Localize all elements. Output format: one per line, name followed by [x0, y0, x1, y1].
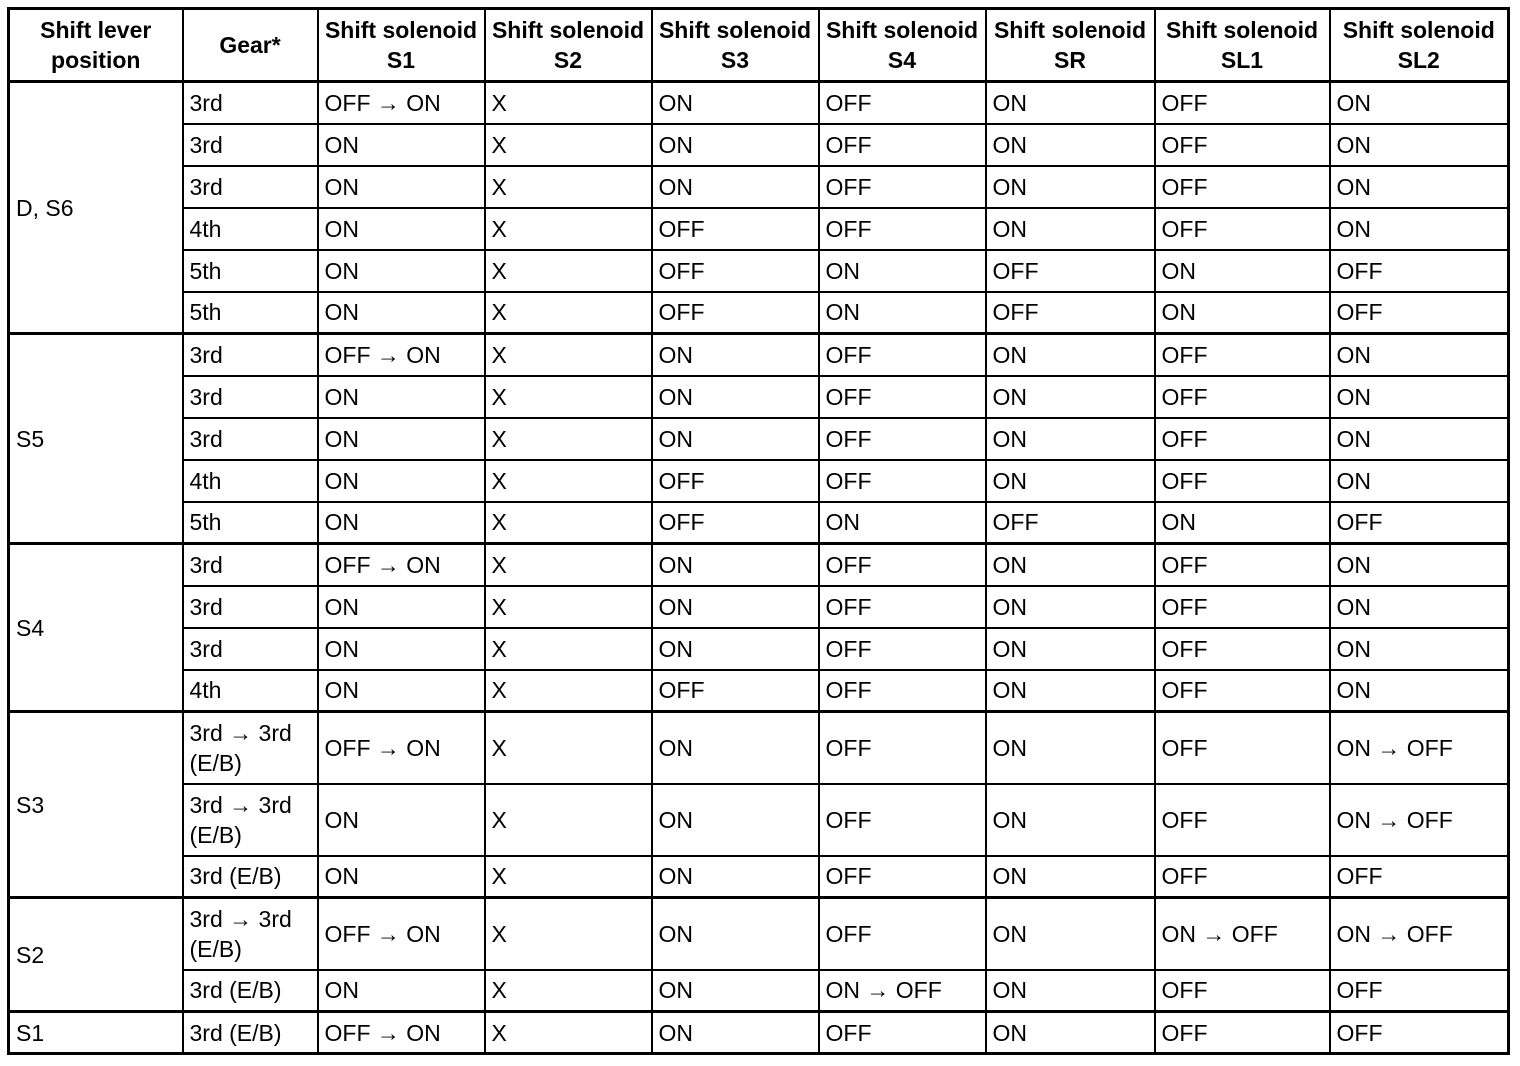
solenoid-sr-cell: ON	[986, 460, 1155, 502]
solenoid-sl1-cell: ON	[1155, 502, 1330, 544]
solenoid-sl2-cell: OFF	[1330, 970, 1509, 1012]
solenoid-s2-cell: X	[485, 292, 652, 334]
gear-cell: 5th	[183, 292, 318, 334]
header-solenoid-sl1: Shift solenoid SL1	[1155, 9, 1330, 82]
solenoid-sr-cell: OFF	[986, 502, 1155, 544]
solenoid-s4-cell: ON	[819, 250, 986, 292]
gear-cell: 3rd	[183, 124, 318, 166]
solenoid-sr-cell: ON	[986, 544, 1155, 586]
solenoid-s3-cell: OFF	[652, 292, 819, 334]
solenoid-sr-cell: ON	[986, 166, 1155, 208]
solenoid-s3-cell: ON	[652, 166, 819, 208]
solenoid-s1-cell: ON	[318, 166, 485, 208]
gear-cell: 3rd	[183, 334, 318, 376]
gear-cell: 3rd → 3rd (E/B)	[183, 784, 318, 856]
solenoid-s4-cell: OFF	[819, 166, 986, 208]
solenoid-sl2-cell: ON	[1330, 460, 1509, 502]
solenoid-sl2-cell: ON	[1330, 376, 1509, 418]
solenoid-sl1-cell: OFF	[1155, 970, 1330, 1012]
solenoid-s2-cell: X	[485, 898, 652, 970]
gear-cell: 3rd (E/B)	[183, 1012, 318, 1054]
table-row	[9, 124, 1509, 166]
gear-cell: 5th	[183, 250, 318, 292]
shift-lever-position-cell: S2	[9, 898, 183, 1012]
gear-cell: 3rd → 3rd (E/B)	[183, 898, 318, 970]
solenoid-s2-cell: X	[485, 712, 652, 784]
solenoid-sr-cell: ON	[986, 208, 1155, 250]
solenoid-sr-cell: ON	[986, 712, 1155, 784]
solenoid-sl1-cell: ON	[1155, 292, 1330, 334]
solenoid-s1-cell: OFF → ON	[318, 712, 485, 784]
solenoid-s2-cell: X	[485, 784, 652, 856]
solenoid-s1-cell: ON	[318, 856, 485, 898]
solenoid-sl1-cell: OFF	[1155, 856, 1330, 898]
solenoid-sr-cell: ON	[986, 1012, 1155, 1054]
solenoid-s2-cell: X	[485, 544, 652, 586]
solenoid-s3-cell: ON	[652, 544, 819, 586]
solenoid-s1-cell: ON	[318, 208, 485, 250]
solenoid-s2-cell: X	[485, 124, 652, 166]
solenoid-sl1-cell: ON → OFF	[1155, 898, 1330, 970]
gear-cell: 3rd	[183, 376, 318, 418]
solenoid-sr-cell: ON	[986, 376, 1155, 418]
table-row	[9, 250, 1509, 292]
solenoid-sl2-cell: ON	[1330, 418, 1509, 460]
header-gear: Gear*	[183, 9, 318, 82]
shift-lever-position-cell: S4	[9, 544, 183, 712]
shift-lever-position-cell: S5	[9, 334, 183, 544]
solenoid-s3-cell: ON	[652, 82, 819, 124]
solenoid-s1-cell: OFF → ON	[318, 82, 485, 124]
solenoid-sr-cell: ON	[986, 418, 1155, 460]
solenoid-sr-cell: ON	[986, 82, 1155, 124]
table-row	[9, 460, 1509, 502]
solenoid-sl1-cell: OFF	[1155, 784, 1330, 856]
solenoid-operation-table-container	[7, 7, 1507, 1055]
solenoid-s1-cell: ON	[318, 124, 485, 166]
shift-lever-position-cell: S3	[9, 712, 183, 898]
table-row	[9, 1012, 1509, 1054]
solenoid-s3-cell: ON	[652, 628, 819, 670]
solenoid-s2-cell: X	[485, 418, 652, 460]
solenoid-sl2-cell: OFF	[1330, 292, 1509, 334]
solenoid-s4-cell: OFF	[819, 376, 986, 418]
solenoid-s2-cell: X	[485, 376, 652, 418]
solenoid-sl2-cell: ON	[1330, 82, 1509, 124]
solenoid-sl1-cell: OFF	[1155, 544, 1330, 586]
solenoid-sl1-cell: OFF	[1155, 376, 1330, 418]
solenoid-s4-cell: OFF	[819, 418, 986, 460]
solenoid-s1-cell: ON	[318, 250, 485, 292]
group-s1	[9, 1012, 1509, 1054]
solenoid-sl1-cell: OFF	[1155, 208, 1330, 250]
solenoid-sr-cell: OFF	[986, 250, 1155, 292]
header-solenoid-s1: Shift solenoid S1	[318, 9, 485, 82]
table-row	[9, 784, 1509, 856]
shift-lever-position-cell: S1	[9, 1012, 183, 1054]
table-row	[9, 544, 1509, 586]
solenoid-sl1-cell: OFF	[1155, 82, 1330, 124]
solenoid-s3-cell: ON	[652, 784, 819, 856]
solenoid-sr-cell: ON	[986, 670, 1155, 712]
solenoid-sl2-cell: ON	[1330, 334, 1509, 376]
solenoid-s2-cell: X	[485, 586, 652, 628]
solenoid-sl1-cell: OFF	[1155, 1012, 1330, 1054]
solenoid-sr-cell: ON	[986, 334, 1155, 376]
gear-cell: 3rd (E/B)	[183, 970, 318, 1012]
solenoid-sl2-cell: ON	[1330, 544, 1509, 586]
header-solenoid-sr: Shift solenoid SR	[986, 9, 1155, 82]
group-s4	[9, 544, 1509, 712]
solenoid-s4-cell: OFF	[819, 784, 986, 856]
table-row	[9, 670, 1509, 712]
solenoid-s2-cell: X	[485, 250, 652, 292]
solenoid-s1-cell: ON	[318, 376, 485, 418]
solenoid-s1-cell: ON	[318, 628, 485, 670]
gear-cell: 4th	[183, 460, 318, 502]
table-row	[9, 898, 1509, 970]
table-row	[9, 502, 1509, 544]
solenoid-s3-cell: ON	[652, 856, 819, 898]
solenoid-s1-cell: ON	[318, 502, 485, 544]
solenoid-s4-cell: OFF	[819, 460, 986, 502]
gear-cell: 3rd → 3rd (E/B)	[183, 712, 318, 784]
solenoid-sl2-cell: ON	[1330, 124, 1509, 166]
solenoid-s2-cell: X	[485, 970, 652, 1012]
group-s3	[9, 712, 1509, 898]
solenoid-s4-cell: OFF	[819, 1012, 986, 1054]
solenoid-sl2-cell: OFF	[1330, 856, 1509, 898]
solenoid-sr-cell: ON	[986, 784, 1155, 856]
solenoid-sl2-cell: OFF	[1330, 502, 1509, 544]
solenoid-s2-cell: X	[485, 1012, 652, 1054]
solenoid-sl1-cell: OFF	[1155, 418, 1330, 460]
solenoid-s4-cell: OFF	[819, 712, 986, 784]
solenoid-s3-cell: OFF	[652, 208, 819, 250]
solenoid-s4-cell: ON → OFF	[819, 970, 986, 1012]
header-solenoid-s3: Shift solenoid S3	[652, 9, 819, 82]
solenoid-s1-cell: ON	[318, 670, 485, 712]
solenoid-s4-cell: OFF	[819, 544, 986, 586]
solenoid-s4-cell: OFF	[819, 586, 986, 628]
solenoid-s1-cell: OFF → ON	[318, 334, 485, 376]
gear-cell: 3rd	[183, 586, 318, 628]
table-row	[9, 376, 1509, 418]
gear-cell: 4th	[183, 208, 318, 250]
solenoid-s1-cell: ON	[318, 418, 485, 460]
solenoid-s1-cell: OFF → ON	[318, 898, 485, 970]
gear-cell: 3rd	[183, 628, 318, 670]
solenoid-sl2-cell: OFF	[1330, 1012, 1509, 1054]
gear-cell: 3rd	[183, 82, 318, 124]
solenoid-s2-cell: X	[485, 628, 652, 670]
solenoid-sl2-cell: ON	[1330, 586, 1509, 628]
header-solenoid-s4: Shift solenoid S4	[819, 9, 986, 82]
shift-lever-position-cell: D, S6	[9, 82, 183, 334]
solenoid-s4-cell: OFF	[819, 856, 986, 898]
solenoid-sl1-cell: OFF	[1155, 334, 1330, 376]
solenoid-sr-cell: ON	[986, 586, 1155, 628]
solenoid-sr-cell: ON	[986, 898, 1155, 970]
solenoid-sl2-cell: OFF	[1330, 250, 1509, 292]
solenoid-s4-cell: OFF	[819, 208, 986, 250]
solenoid-s3-cell: ON	[652, 124, 819, 166]
table-row	[9, 166, 1509, 208]
table-row	[9, 292, 1509, 334]
solenoid-s4-cell: OFF	[819, 82, 986, 124]
solenoid-sl1-cell: OFF	[1155, 166, 1330, 208]
table-row	[9, 628, 1509, 670]
solenoid-s1-cell: ON	[318, 784, 485, 856]
solenoid-s3-cell: ON	[652, 712, 819, 784]
solenoid-sr-cell: ON	[986, 970, 1155, 1012]
solenoid-s2-cell: X	[485, 856, 652, 898]
solenoid-s1-cell: ON	[318, 292, 485, 334]
solenoid-s3-cell: ON	[652, 1012, 819, 1054]
solenoid-s1-cell: OFF → ON	[318, 544, 485, 586]
solenoid-s4-cell: OFF	[819, 670, 986, 712]
table-row	[9, 334, 1509, 376]
solenoid-s4-cell: OFF	[819, 898, 986, 970]
solenoid-sl1-cell: OFF	[1155, 460, 1330, 502]
solenoid-s2-cell: X	[485, 208, 652, 250]
table-row	[9, 970, 1509, 1012]
solenoid-s4-cell: OFF	[819, 124, 986, 166]
table-row	[9, 82, 1509, 124]
solenoid-s1-cell: OFF → ON	[318, 1012, 485, 1054]
solenoid-s3-cell: OFF	[652, 670, 819, 712]
solenoid-s2-cell: X	[485, 670, 652, 712]
solenoid-s3-cell: ON	[652, 376, 819, 418]
solenoid-sl1-cell: OFF	[1155, 124, 1330, 166]
solenoid-sl2-cell: ON	[1330, 670, 1509, 712]
solenoid-s4-cell: ON	[819, 292, 986, 334]
header-solenoid-s2: Shift solenoid S2	[485, 9, 652, 82]
solenoid-sr-cell: ON	[986, 628, 1155, 670]
solenoid-s3-cell: OFF	[652, 460, 819, 502]
solenoid-sr-cell: ON	[986, 124, 1155, 166]
solenoid-s3-cell: ON	[652, 970, 819, 1012]
solenoid-sl2-cell: ON → OFF	[1330, 712, 1509, 784]
table-row	[9, 586, 1509, 628]
solenoid-sr-cell: OFF	[986, 292, 1155, 334]
solenoid-s3-cell: OFF	[652, 250, 819, 292]
solenoid-s2-cell: X	[485, 82, 652, 124]
group-s5	[9, 334, 1509, 544]
solenoid-sl1-cell: OFF	[1155, 712, 1330, 784]
solenoid-s1-cell: ON	[318, 586, 485, 628]
solenoid-s1-cell: ON	[318, 460, 485, 502]
table-row	[9, 208, 1509, 250]
gear-cell: 4th	[183, 670, 318, 712]
solenoid-sl1-cell: OFF	[1155, 586, 1330, 628]
solenoid-s3-cell: ON	[652, 334, 819, 376]
group-s2	[9, 898, 1509, 1012]
solenoid-sl2-cell: ON → OFF	[1330, 898, 1509, 970]
solenoid-sl1-cell: OFF	[1155, 628, 1330, 670]
solenoid-s3-cell: ON	[652, 898, 819, 970]
solenoid-s2-cell: X	[485, 502, 652, 544]
solenoid-sl1-cell: OFF	[1155, 670, 1330, 712]
solenoid-sr-cell: ON	[986, 856, 1155, 898]
gear-cell: 3rd	[183, 418, 318, 460]
solenoid-s2-cell: X	[485, 334, 652, 376]
header-shift-lever-position: Shift lever position	[9, 9, 183, 82]
solenoid-sl1-cell: ON	[1155, 250, 1330, 292]
gear-cell: 3rd (E/B)	[183, 856, 318, 898]
solenoid-s4-cell: OFF	[819, 334, 986, 376]
solenoid-s4-cell: ON	[819, 502, 986, 544]
table-row	[9, 418, 1509, 460]
solenoid-s2-cell: X	[485, 460, 652, 502]
header-solenoid-sl2: Shift solenoid SL2	[1330, 9, 1509, 82]
solenoid-s2-cell: X	[485, 166, 652, 208]
table-row	[9, 712, 1509, 784]
solenoid-s3-cell: ON	[652, 586, 819, 628]
solenoid-sl2-cell: ON	[1330, 628, 1509, 670]
header-row	[9, 9, 1509, 82]
solenoid-sl2-cell: ON → OFF	[1330, 784, 1509, 856]
solenoid-operation-table	[7, 7, 1510, 1055]
table-row	[9, 856, 1509, 898]
solenoid-s3-cell: OFF	[652, 502, 819, 544]
solenoid-sl2-cell: ON	[1330, 166, 1509, 208]
solenoid-s1-cell: ON	[318, 970, 485, 1012]
gear-cell: 5th	[183, 502, 318, 544]
gear-cell: 3rd	[183, 166, 318, 208]
solenoid-sl2-cell: ON	[1330, 208, 1509, 250]
solenoid-s4-cell: OFF	[819, 628, 986, 670]
group-d-s6	[9, 82, 1509, 334]
solenoid-s3-cell: ON	[652, 418, 819, 460]
gear-cell: 3rd	[183, 544, 318, 586]
